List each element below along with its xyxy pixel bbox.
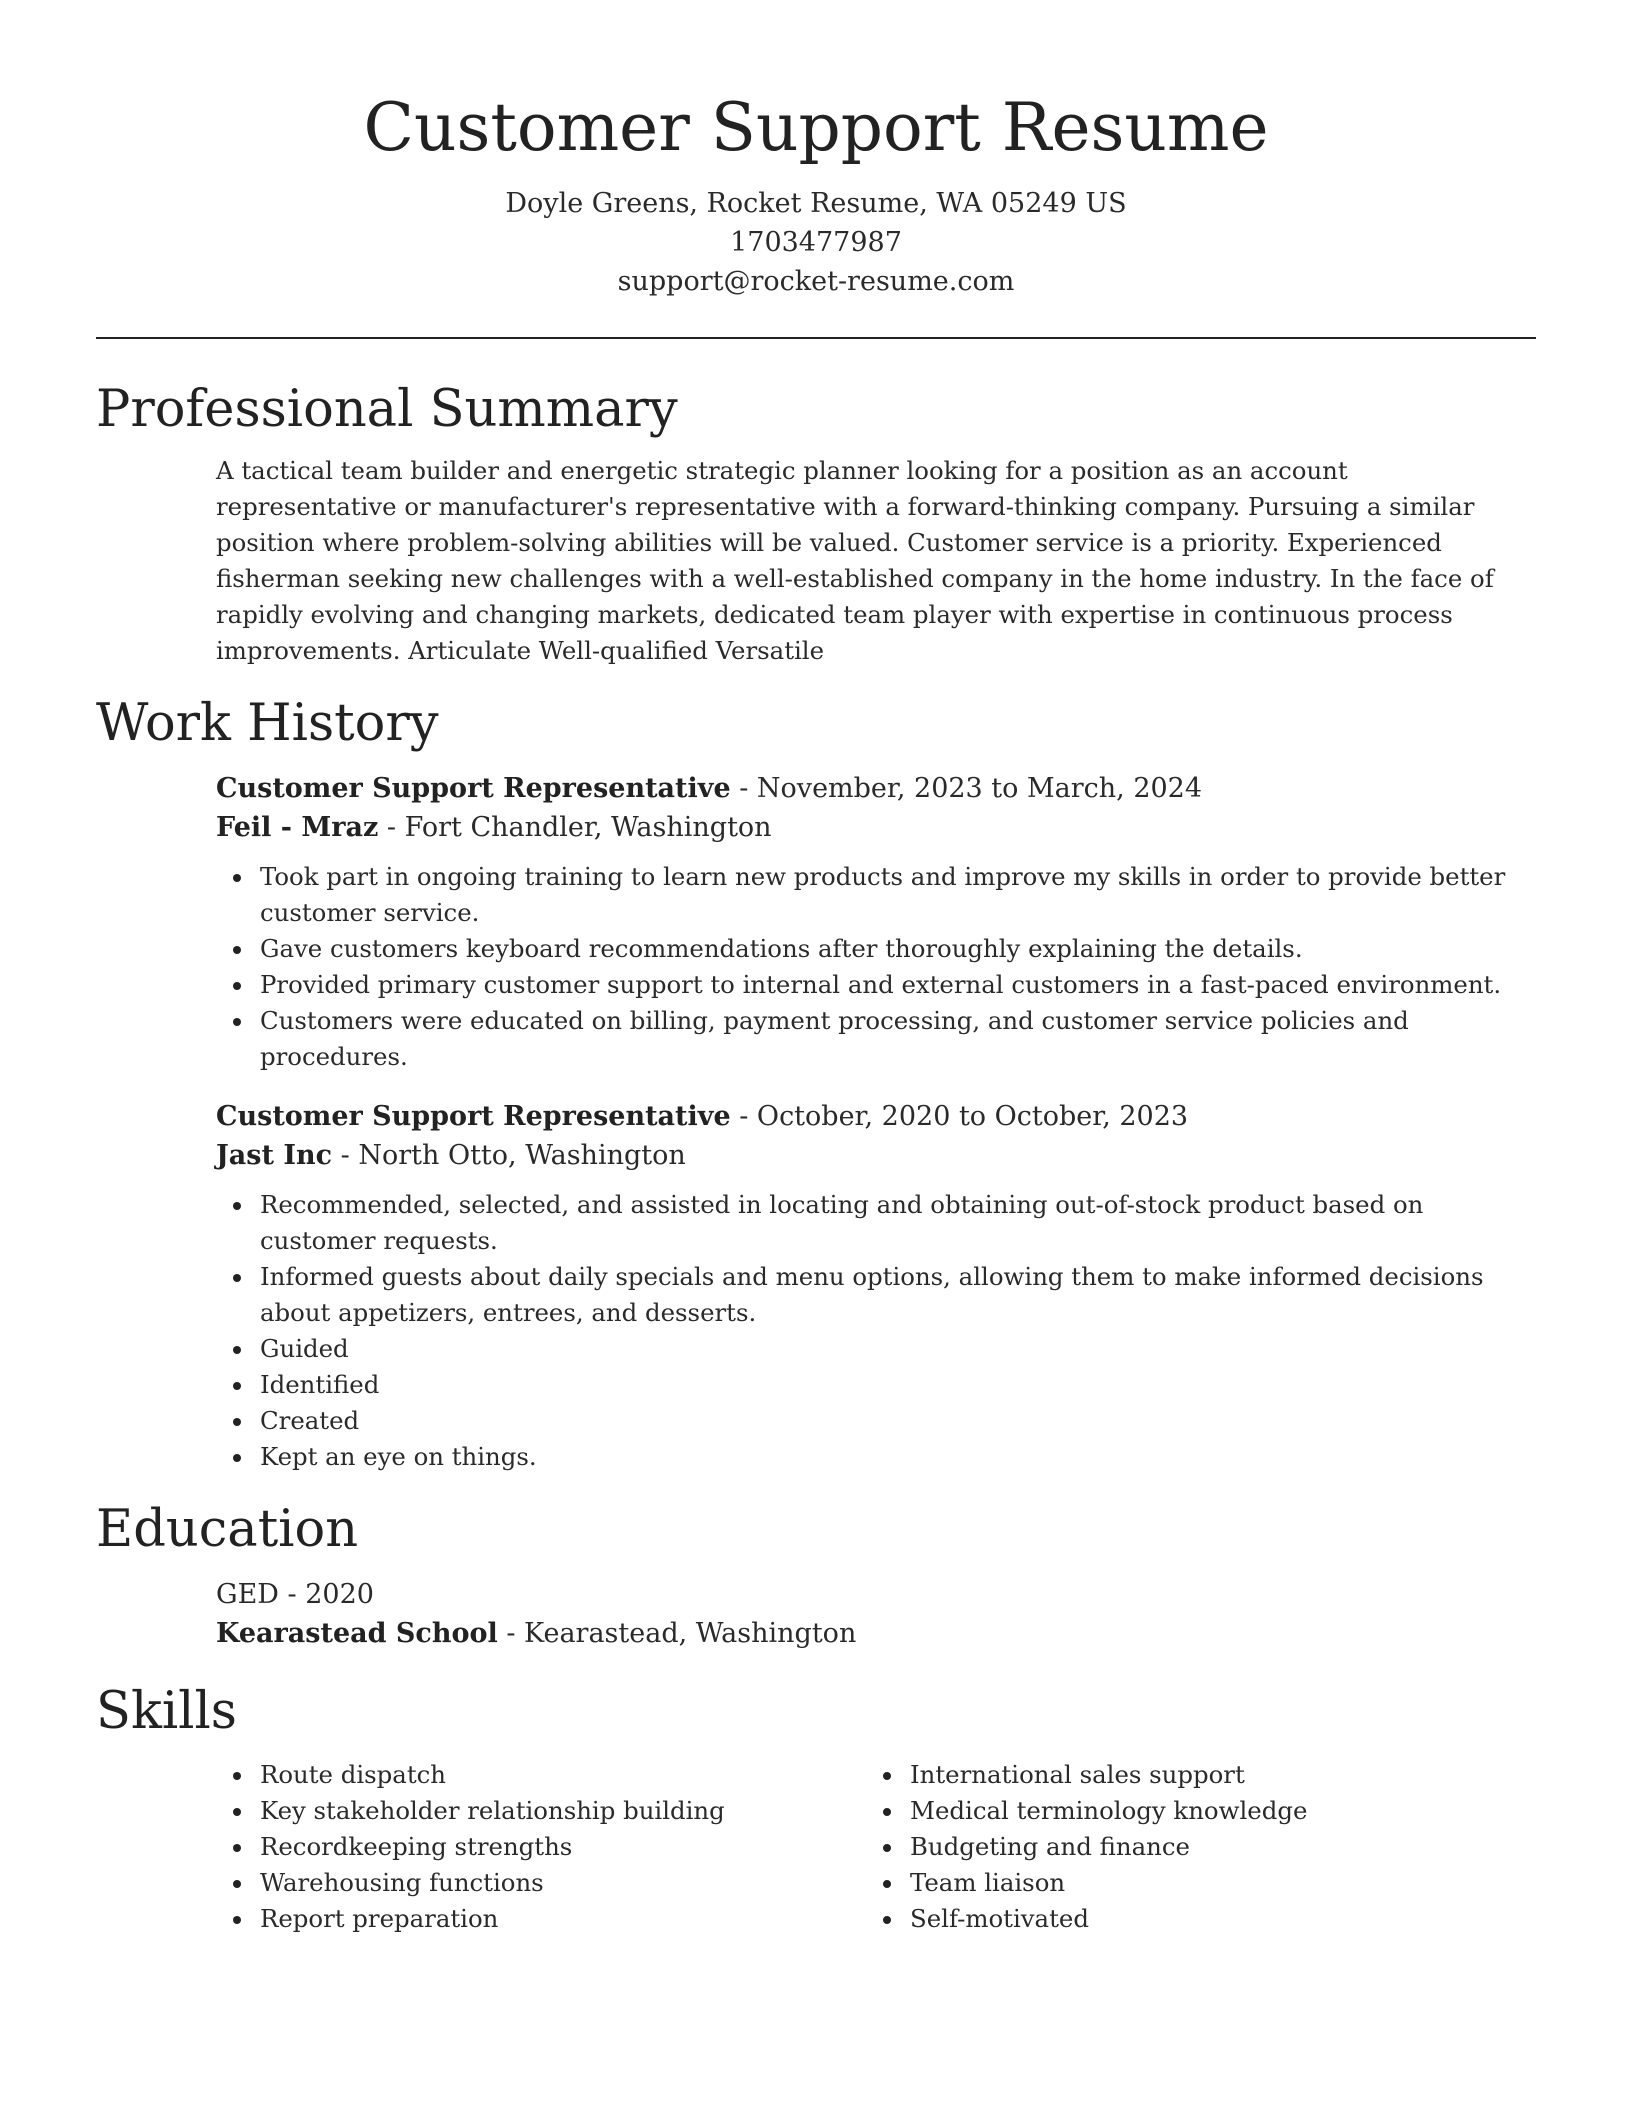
list-item: Route dispatch [216,1757,866,1793]
summary-section [96,377,1536,669]
list-item: Budgeting and finance [866,1829,1516,1865]
skills-heading: Skills [96,1682,237,1741]
job-location: - Fort Chandler, Washington [378,812,772,843]
list-item: Warehousing functions [216,1865,866,1901]
list-item: Report preparation [216,1901,866,1937]
list-item: Took part in ongoing training to learn new products and improve my skills in order to provide better customer service. [216,859,1526,931]
education-school: Kearastead School [216,1618,498,1649]
job-entry [216,769,1526,1075]
skills-list-right [866,1757,1516,1937]
list-item: Identified [216,1367,1526,1403]
work-history-heading: Work History [96,694,439,753]
list-item: Provided primary customer support to internal and external customers in a fast-paced environment. [216,967,1526,1003]
work-history-section [96,691,1536,1475]
resume-page [96,0,1536,1937]
list-item: International sales support [866,1757,1516,1793]
list-item: Guided [216,1331,1526,1367]
education-location: - Kearastead, Washington [497,1618,857,1649]
job-location: - North Otto, Washington [332,1140,686,1171]
summary-heading: Professional Summary [96,380,678,439]
education-entry [216,1575,1526,1653]
job-company-line [216,808,1526,847]
education-heading: Education [96,1500,359,1559]
job-company: Feil - Mraz [216,812,379,843]
job-dates: - October, 2020 to October, 2023 [730,1101,1189,1132]
education-school-line [216,1614,1526,1653]
list-item: Medical terminology knowledge [866,1793,1516,1829]
list-item: Self-motivated [866,1901,1516,1937]
list-item: Recommended, selected, and assisted in locating and obtaining out-of-stock product based on customer requests. [216,1187,1526,1259]
contact-phone: 1703477987 [730,227,902,258]
job-entry [216,1097,1526,1475]
list-item: Customers were educated on billing, payment processing, and customer service policies and procedures. [216,1003,1526,1075]
list-item: Recordkeeping strengths [216,1829,866,1865]
job-company-line [216,1136,1526,1175]
resume-title: Customer Support Resume [363,89,1269,166]
job-title-line [216,1097,1526,1136]
job-title: Customer Support Representative [216,773,731,804]
contact-email: support@rocket-resume.com [617,266,1015,297]
resume-header [96,0,1536,301]
header-divider [96,337,1536,339]
skills-grid [216,1757,1526,1937]
job-dates: - November, 2023 to March, 2024 [730,773,1203,804]
list-item: Gave customers keyboard recommendations after thoroughly explaining the details. [216,931,1526,967]
list-item: Kept an eye on things. [216,1439,1526,1475]
summary-text: A tactical team builder and energetic strategic planner looking for a position as an account representative or manufacturer's representative with a forward-thinking company. Pursuing a similar position where problem-solving abilities will be valued. Customer service is a priority. Experienced fisherman seeking new challenges with a well-established company in the home industry. In the face of rapidly evolving and changing markets, dedicated team player with expertise in continuous process improvements. Articulate Well-qualified Versatile [216,456,1494,665]
skills-section [96,1679,1536,1937]
job-title: Customer Support Representative [216,1101,731,1132]
job-title-line [216,769,1526,808]
list-item: Key stakeholder relationship building [216,1793,866,1829]
education-degree: GED - 2020 [216,1579,374,1610]
contact-address: Doyle Greens, Rocket Resume, WA 05249 US [505,188,1127,219]
list-item: Team liaison [866,1865,1516,1901]
job-company: Jast Inc [216,1140,333,1171]
list-item: Informed guests about daily specials and menu options, allowing them to make informed decisions about appetizers, entrees, and desserts. [216,1259,1526,1331]
job-duties-list [216,859,1526,1075]
list-item: Created [216,1403,1526,1439]
skills-list-left [216,1757,866,1937]
education-section [96,1497,1536,1653]
job-duties-list [216,1187,1526,1475]
